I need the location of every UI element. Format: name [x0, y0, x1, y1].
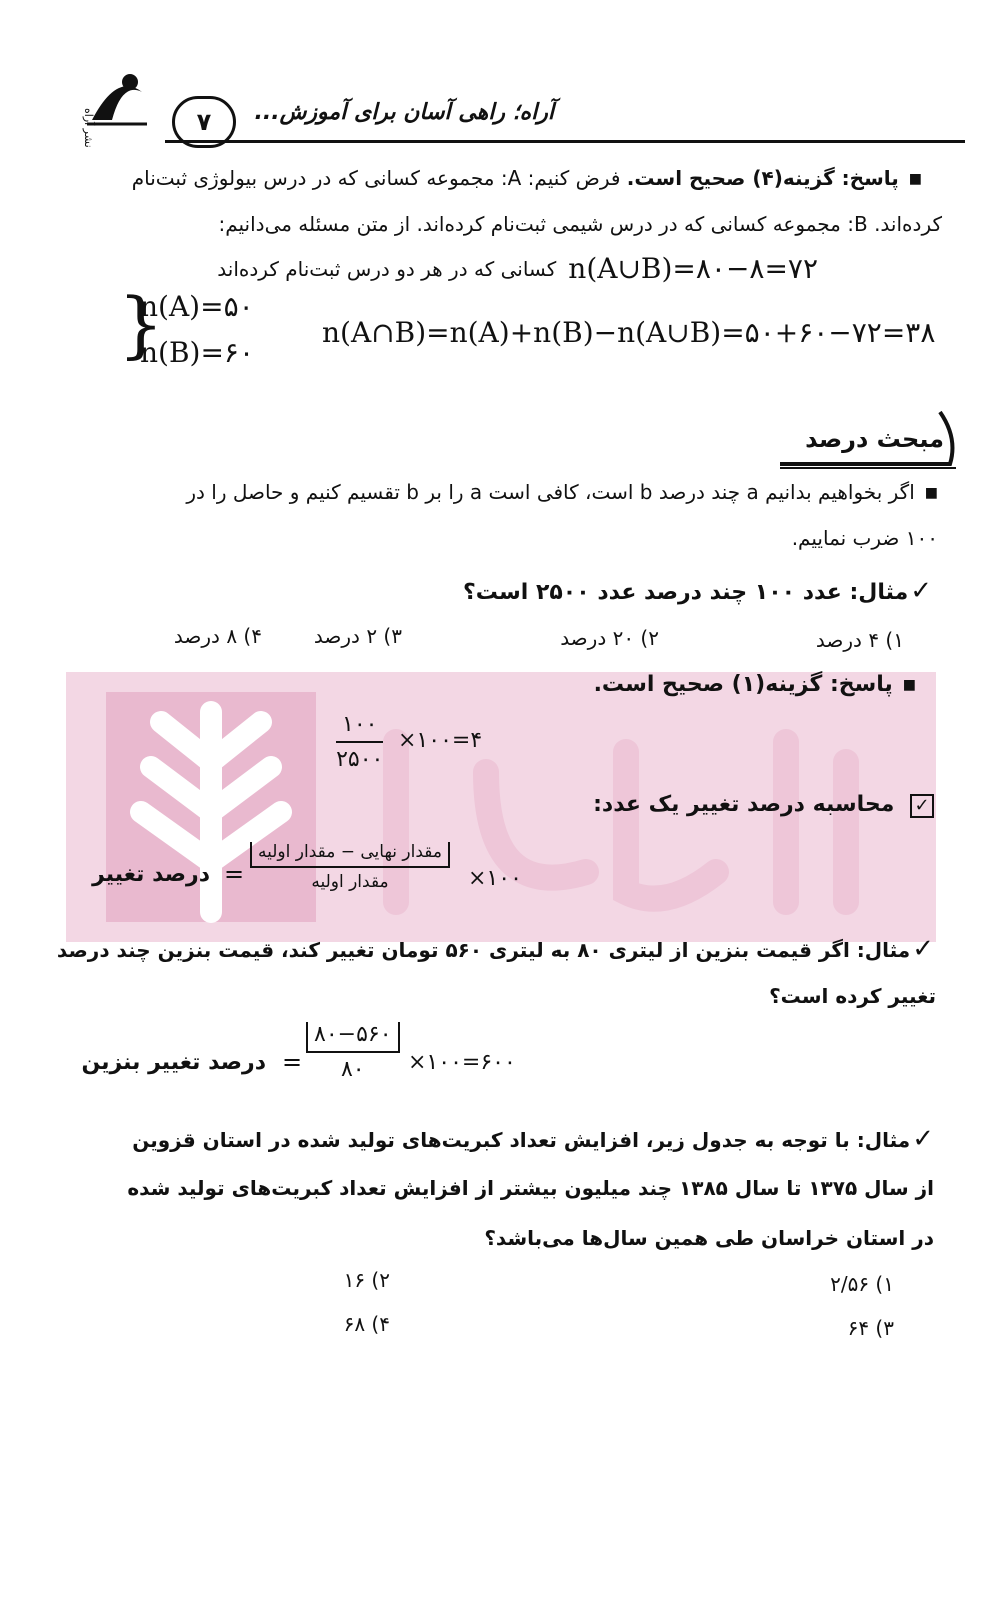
example1-question-row — [463, 576, 932, 606]
section-title: مبحث درصد — [805, 425, 944, 453]
nA-value: n(A)=۵۰ — [140, 290, 254, 323]
example2-question2: تغییر کرده است؟ — [769, 984, 936, 1008]
change-heading-row — [593, 792, 934, 818]
example3-option-1: ۱) ۲/۵۶ — [830, 1272, 894, 1296]
example1-label: مثال: — [849, 580, 909, 605]
rule-line2: ۱۰۰ ضرب نماییم. — [791, 526, 938, 550]
change-heading: محاسبه درصد تغییر یک عدد: — [593, 792, 895, 817]
header-title: آراه؛ راهی آسان برای آموزش... — [254, 100, 554, 125]
example1-frac-num: ۱۰۰ — [336, 712, 383, 743]
example1-frac-rest: ×۱۰۰=۴ — [398, 728, 483, 753]
example2-frac-den: ۸۰ — [340, 1057, 365, 1082]
header-rule — [165, 140, 965, 143]
example2-result-label: درصد تغییر بنزین — [81, 1050, 266, 1075]
example1-frac-den: ۲۵۰۰ — [336, 747, 384, 772]
example1-option-2: ۲) ۲۰ درصد — [560, 626, 659, 650]
change-fraction — [246, 842, 454, 892]
answer1-text1: فرض کنیم: A: مجموعه کسانی که در درس بیولوژی ثبت‌نام — [131, 166, 621, 190]
page-number: ۷ — [172, 96, 236, 148]
example3-line1: ✓مثال: با توجه به جدول زیر، افزایش تعداد کبریت‌های تولید شده در استان قزوین — [132, 1124, 934, 1154]
answer1-label: ■ پاسخ: گزینه(۴) صحیح است. — [627, 166, 922, 190]
example1-option-1: ۱) ۴ درصد — [815, 628, 904, 652]
logo-caption: نشر آراه — [82, 108, 95, 148]
brace: { — [118, 282, 164, 366]
change-equals: = — [224, 860, 245, 888]
example2-frac-rest: ×۱۰۰=۶۰۰ — [408, 1050, 516, 1075]
union-description: کسانی که در هر دو درس ثبت‌نام کرده‌اند — [217, 256, 557, 281]
example3-option-3: ۳) ۶۴ — [847, 1316, 894, 1340]
example1-question: عدد ۱۰۰ چند درصد عدد ۲۵۰۰ است؟ — [463, 580, 842, 605]
answer1-union-row — [217, 252, 818, 285]
answer1-line1 — [132, 166, 922, 190]
example3-line3: در استان خراسان طی همین سال‌ها می‌باشد؟ — [484, 1226, 934, 1250]
change-label: درصد تغییر — [92, 862, 210, 887]
union-equation: n(A∪B)=۸۰−۸=۷۲ — [568, 252, 818, 285]
intersection-equation: n(A∩B)=n(A)+n(B)−n(A∪B)=۵۰+۶۰−۷۲=۳۸ — [322, 316, 936, 349]
example2-question1: اگر قیمت بنزین از لیتری ۸۰ به لیتری ۵۶۰ تومان تغییر کند، قیمت بنزین چند درصد — [56, 938, 850, 962]
change-frac-num: مقدار نهایی − مقدار اولیه — [250, 842, 450, 868]
check-icon: ✓ — [910, 576, 932, 606]
example1-answer: ■ پاسخ: گزینه(۱) صحیح است. — [594, 672, 916, 697]
rule-line1: ■ اگر بخواهیم بدانیم a چند درصد b است، کافی است a را بر b تقسیم کنیم و حاصل را در — [186, 480, 938, 504]
checkbox-icon: ✓ — [910, 794, 934, 818]
example3-option-2: ۲) ۱۶ — [343, 1268, 390, 1292]
nB-value: n(B)=۶۰ — [140, 336, 254, 369]
example2-line1: ✓مثال: اگر قیمت بنزین از لیتری ۸۰ به لیتری ۵۶۰ تومان تغییر کند، قیمت بنزین چند درصد — [56, 934, 934, 964]
example1-fraction — [336, 712, 383, 772]
example2-fraction — [302, 1022, 404, 1082]
change-frac-rest: ×۱۰۰ — [468, 866, 522, 891]
example2-equals: = — [282, 1048, 303, 1076]
example3-option-4: ۴) ۶۸ — [343, 1312, 390, 1336]
example1-option-3: ۳) ۲ درصد — [313, 624, 402, 648]
example2-frac-num: ۸۰−۵۶۰ — [306, 1022, 400, 1053]
example3-line2: از سال ۱۳۷۵ تا سال ۱۳۸۵ چند میلیون بیشتر از افزایش تعداد کبریت‌های تولید شده — [127, 1176, 934, 1200]
example1-option-4: ۴) ۸ درصد — [173, 624, 262, 648]
answer1-line2: کرده‌اند. B: مجموعه کسانی که در درس شیمی ثبت‌نام کرده‌اند. از متن مسئله می‌دانیم: — [218, 212, 942, 236]
change-frac-den: مقدار اولیه — [311, 872, 389, 892]
